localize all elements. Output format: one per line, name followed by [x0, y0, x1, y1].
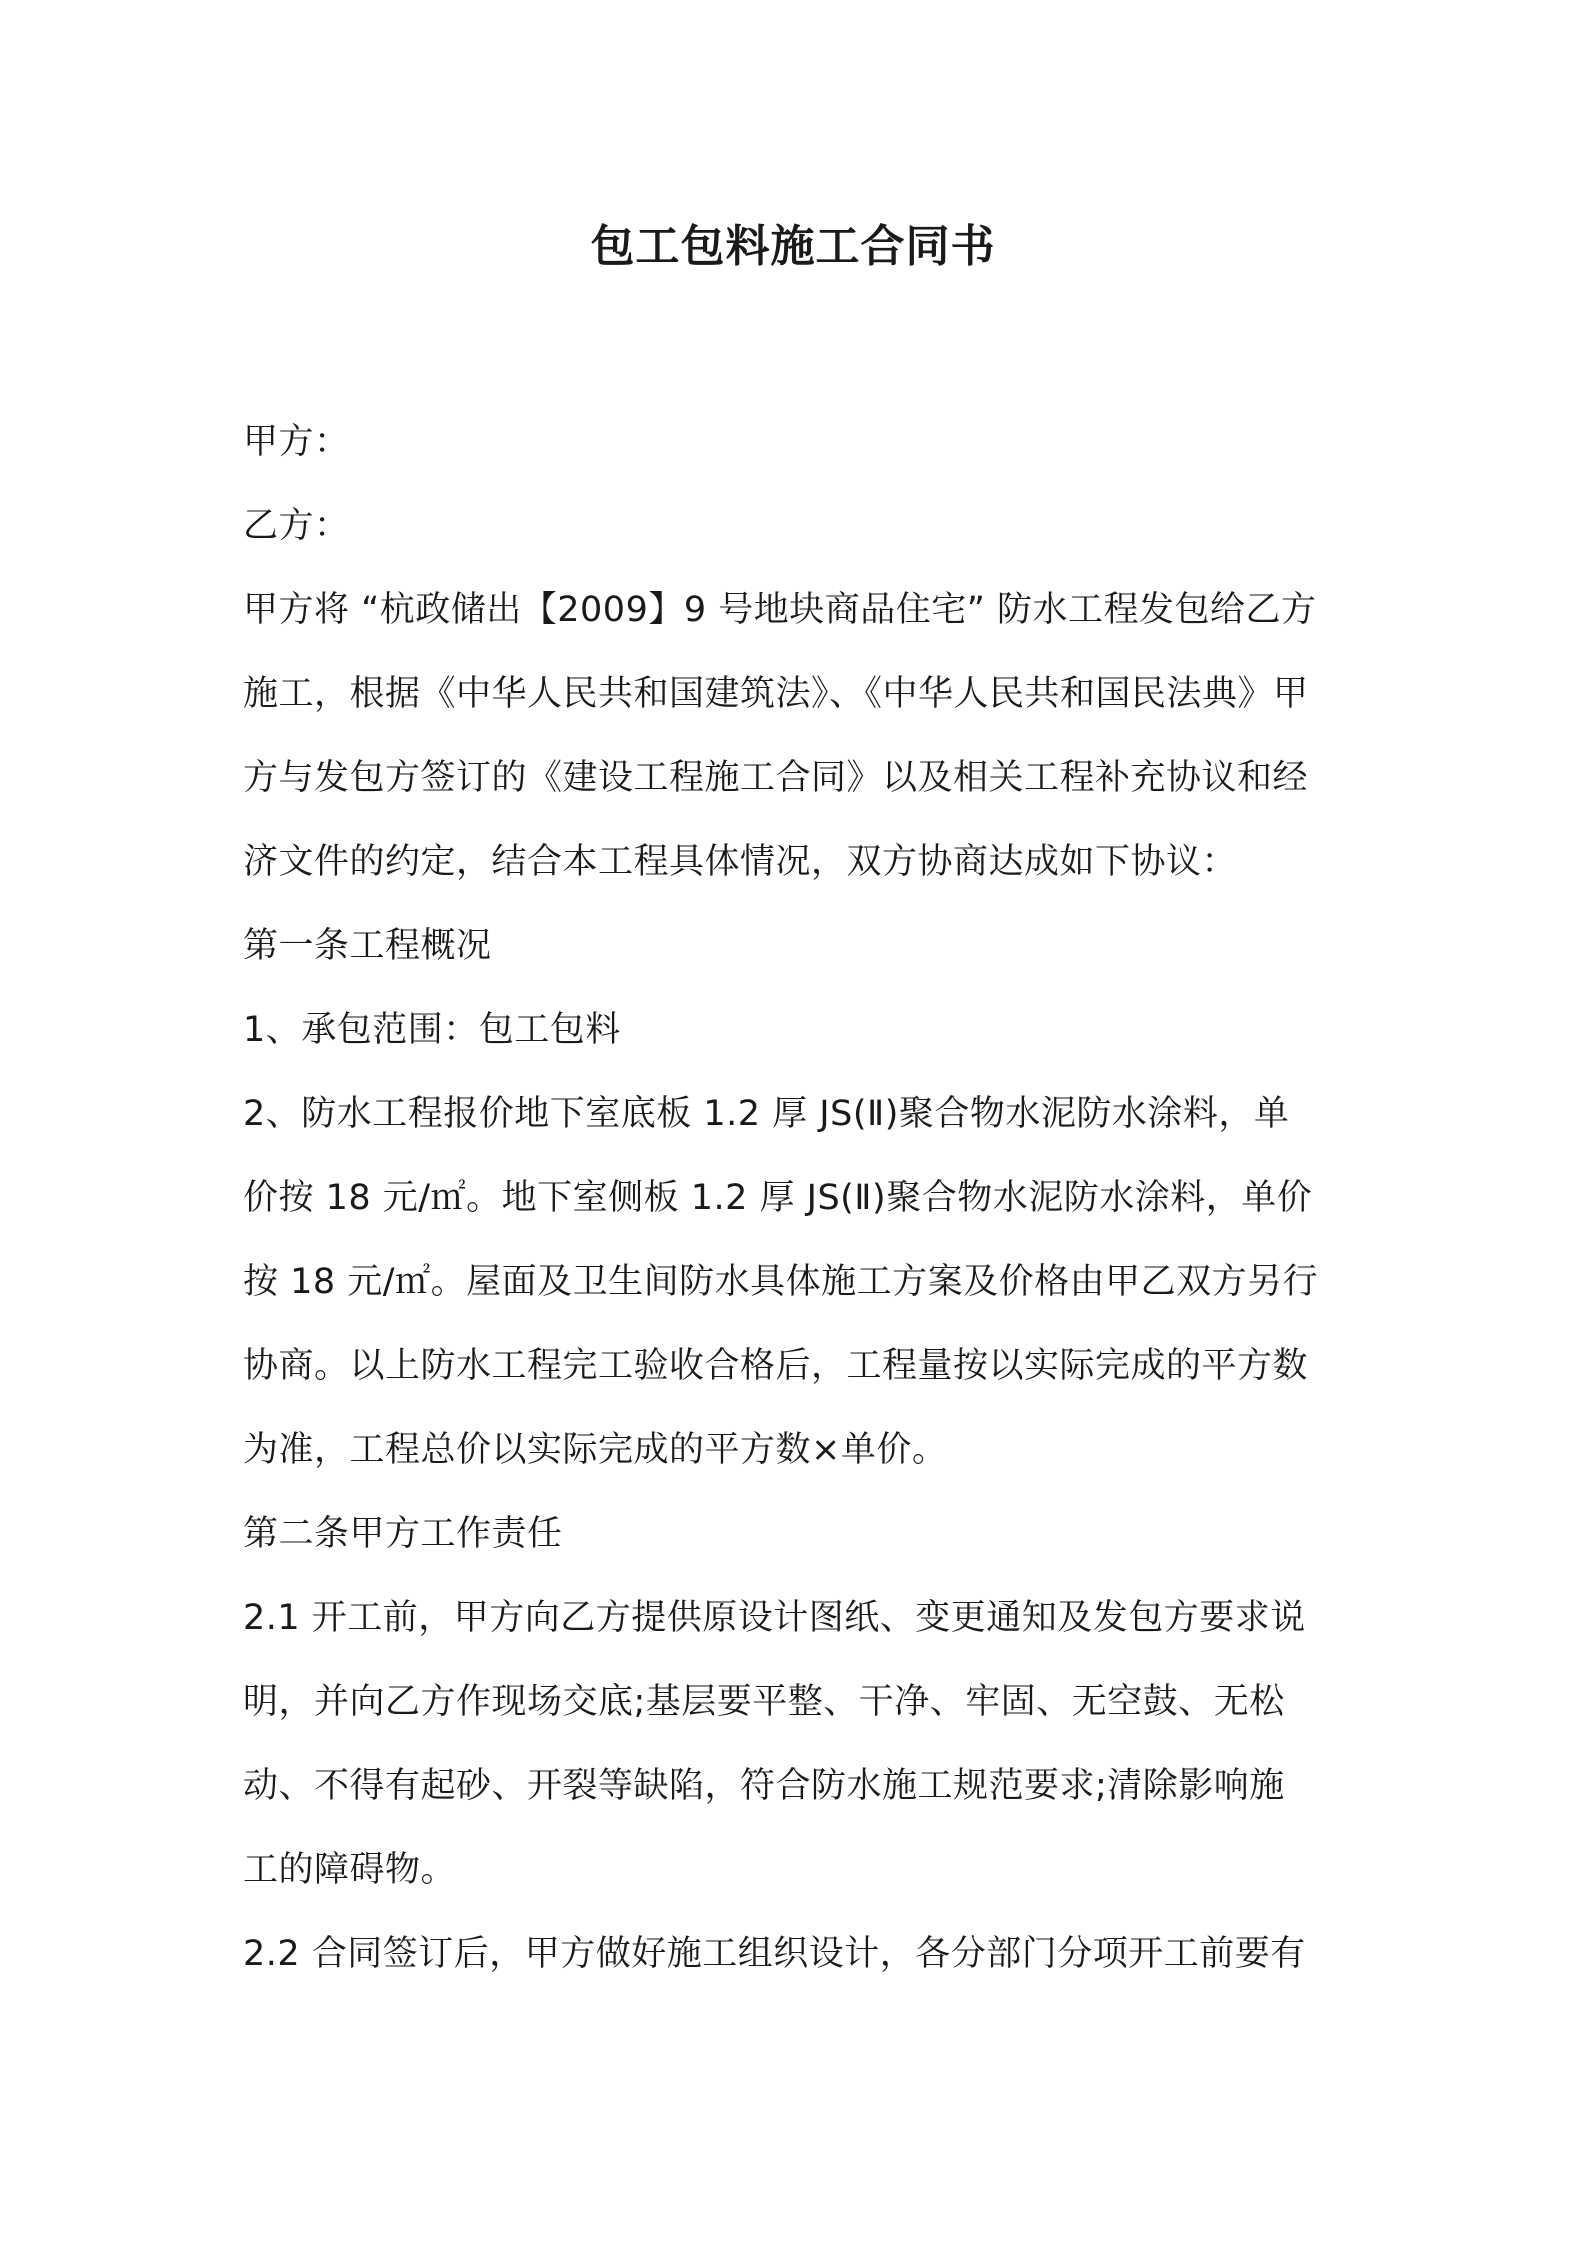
document-body [243, 400, 1361, 1996]
clause-line: 动、不得有起砂、开裂等缺陷，符合防水施工规范要求;清除影响施 [243, 1766, 1285, 1806]
clause-line: 协商。以上防水工程完工验收合格后，工程量按以实际完成的平方数 [243, 1346, 1309, 1386]
clause-line: 明，并向乙方作现场交底;基层要平整、干净、牢固、无空鼓、无松 [243, 1682, 1285, 1722]
preamble-line: 方与发包方签订的《建设工程施工合同》以及相关工程补充协议和经 [243, 758, 1309, 798]
party-b-line: 乙方： [243, 506, 350, 546]
document-title: 包工包料施工合同书 [590, 221, 996, 272]
clause-line: 2.1 开工前，甲方向乙方提供原设计图纸、变更通知及发包方要求说 [243, 1598, 1306, 1638]
clause-line: 1、承包范围：包工包料 [243, 1010, 621, 1050]
clause-line: 价按 18 元/㎡。地下室侧板 1.2 厚 JS(Ⅱ)聚合物水泥防水涂料，单价 [243, 1178, 1313, 1218]
article-1-heading: 第一条工程概况 [243, 926, 492, 966]
preamble-line: 施工，根据《中华人民共和国建筑法》、《中华人民共和国民法典》甲 [243, 674, 1309, 714]
clause-line: 2、防水工程报价地下室底板 1.2 厚 JS(Ⅱ)聚合物水泥防水涂料，单 [243, 1094, 1290, 1134]
clause-line: 为准，工程总价以实际完成的平方数×单价。 [243, 1430, 948, 1470]
preamble-line: 甲方将 “杭政储出【2009】9 号地块商品住宅” 防水工程发包给乙方 [243, 590, 1317, 630]
clause-line: 2.2 合同签订后，甲方做好施工组织设计，各分部门分项开工前要有 [243, 1934, 1306, 1974]
article-2-heading: 第二条甲方工作责任 [243, 1514, 563, 1554]
party-a-line: 甲方： [243, 422, 350, 462]
clause-line: 按 18 元/㎡。屋面及卫生间防水具体施工方案及价格由甲乙双方另行 [243, 1262, 1319, 1302]
clause-line: 工的障碍物。 [243, 1850, 457, 1890]
preamble-line: 济文件的约定，结合本工程具体情况，双方协商达成如下协议： [243, 842, 1238, 882]
